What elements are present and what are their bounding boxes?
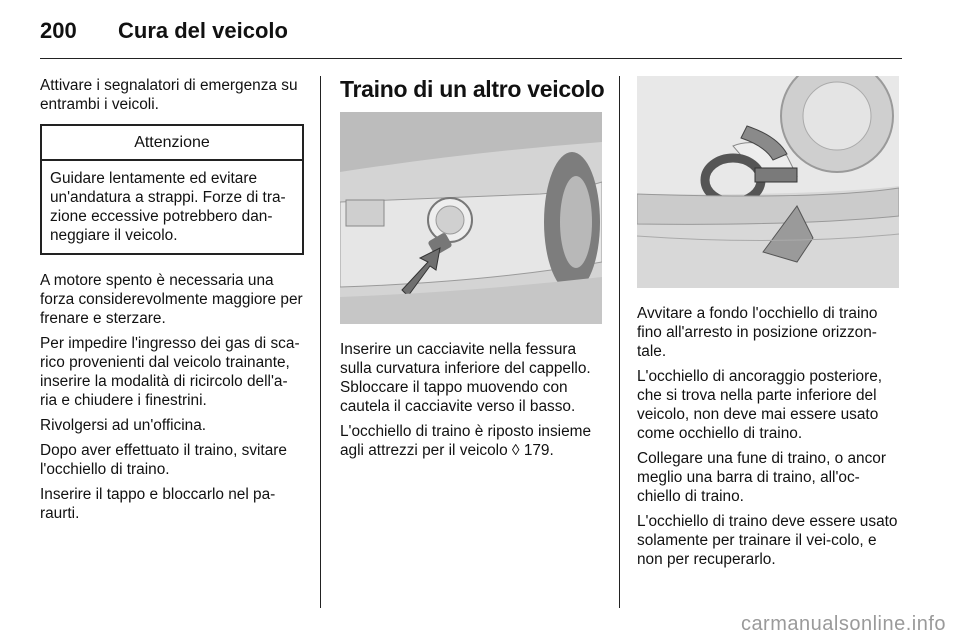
paragraph: Avvitare a fondo l'occhiello di traino fino all'arresto in posizione orizzon-tale. bbox=[637, 305, 878, 360]
attention-body: Guidare lentamente ed evitare un'andatura a strappi. Forze di tra-zione eccessive potrebbero dan-neggiare il veicolo. bbox=[50, 170, 286, 244]
paragraph: L'occhiello di traino è riposto insieme agli attrezzi per il veicolo ◊ 179. bbox=[340, 423, 592, 459]
column-middle bbox=[340, 76, 606, 466]
figure-towing-eye bbox=[637, 76, 899, 288]
figure-bumper-cap bbox=[340, 112, 602, 324]
paragraph: L'occhiello di traino deve essere usato solamente per trainare il vei-colo, e non per recuperarlo. bbox=[637, 513, 898, 568]
towing-eye-illustration bbox=[637, 76, 899, 288]
attention-title: Attenzione bbox=[42, 126, 302, 161]
paragraph: Rivolgersi ad un'officina. bbox=[40, 417, 207, 434]
paragraph: Collegare una fune di traino, o ancor meglio una barra di traino, all'oc-chiello di traino. bbox=[637, 450, 886, 505]
attention-box bbox=[40, 124, 304, 255]
paragraph: Per impedire l'ingresso dei gas di sca-rico provenienti dal veicolo trainante, inserire la modalità di ricircolo dell'a-ria e chiudere i finestrini. bbox=[40, 335, 300, 409]
section-title: Traino di un altro veicolo bbox=[340, 76, 605, 102]
header-rule bbox=[40, 58, 902, 59]
paragraph: Dopo aver effettuato il traino, svitare l'occhiello di traino. bbox=[40, 442, 287, 478]
page-header bbox=[40, 18, 288, 44]
paragraph: Inserire un cacciavite nella fessura sulla curvatura inferiore del cappello. Sbloccare il tappo muovendo con cautela il cacciavite verso il basso. bbox=[340, 341, 591, 415]
intro-paragraph: Attivare i segnalatori di emergenza su entrambi i veicoli. bbox=[40, 77, 298, 113]
paragraph: L'occhiello di ancoraggio posteriore, che si trova nella parte inferiore del veicolo, non deve mai essere usato come occhiello di traino. bbox=[637, 368, 883, 442]
column-divider-2 bbox=[619, 76, 620, 608]
column-right bbox=[637, 76, 901, 575]
column-divider-1 bbox=[320, 76, 321, 608]
paragraph: A motore spento è necessaria una forza considerevolmente maggiore per frenare e sterzare. bbox=[40, 272, 303, 327]
paragraph: Inserire il tappo e bloccarlo nel pa-raurti. bbox=[40, 486, 276, 522]
watermark: carmanualsonline.info bbox=[740, 613, 946, 635]
page-title: Cura del veicolo bbox=[118, 18, 288, 43]
column-left bbox=[40, 76, 304, 529]
page-number: 200 bbox=[40, 18, 77, 43]
bumper-cap-illustration bbox=[340, 112, 602, 324]
